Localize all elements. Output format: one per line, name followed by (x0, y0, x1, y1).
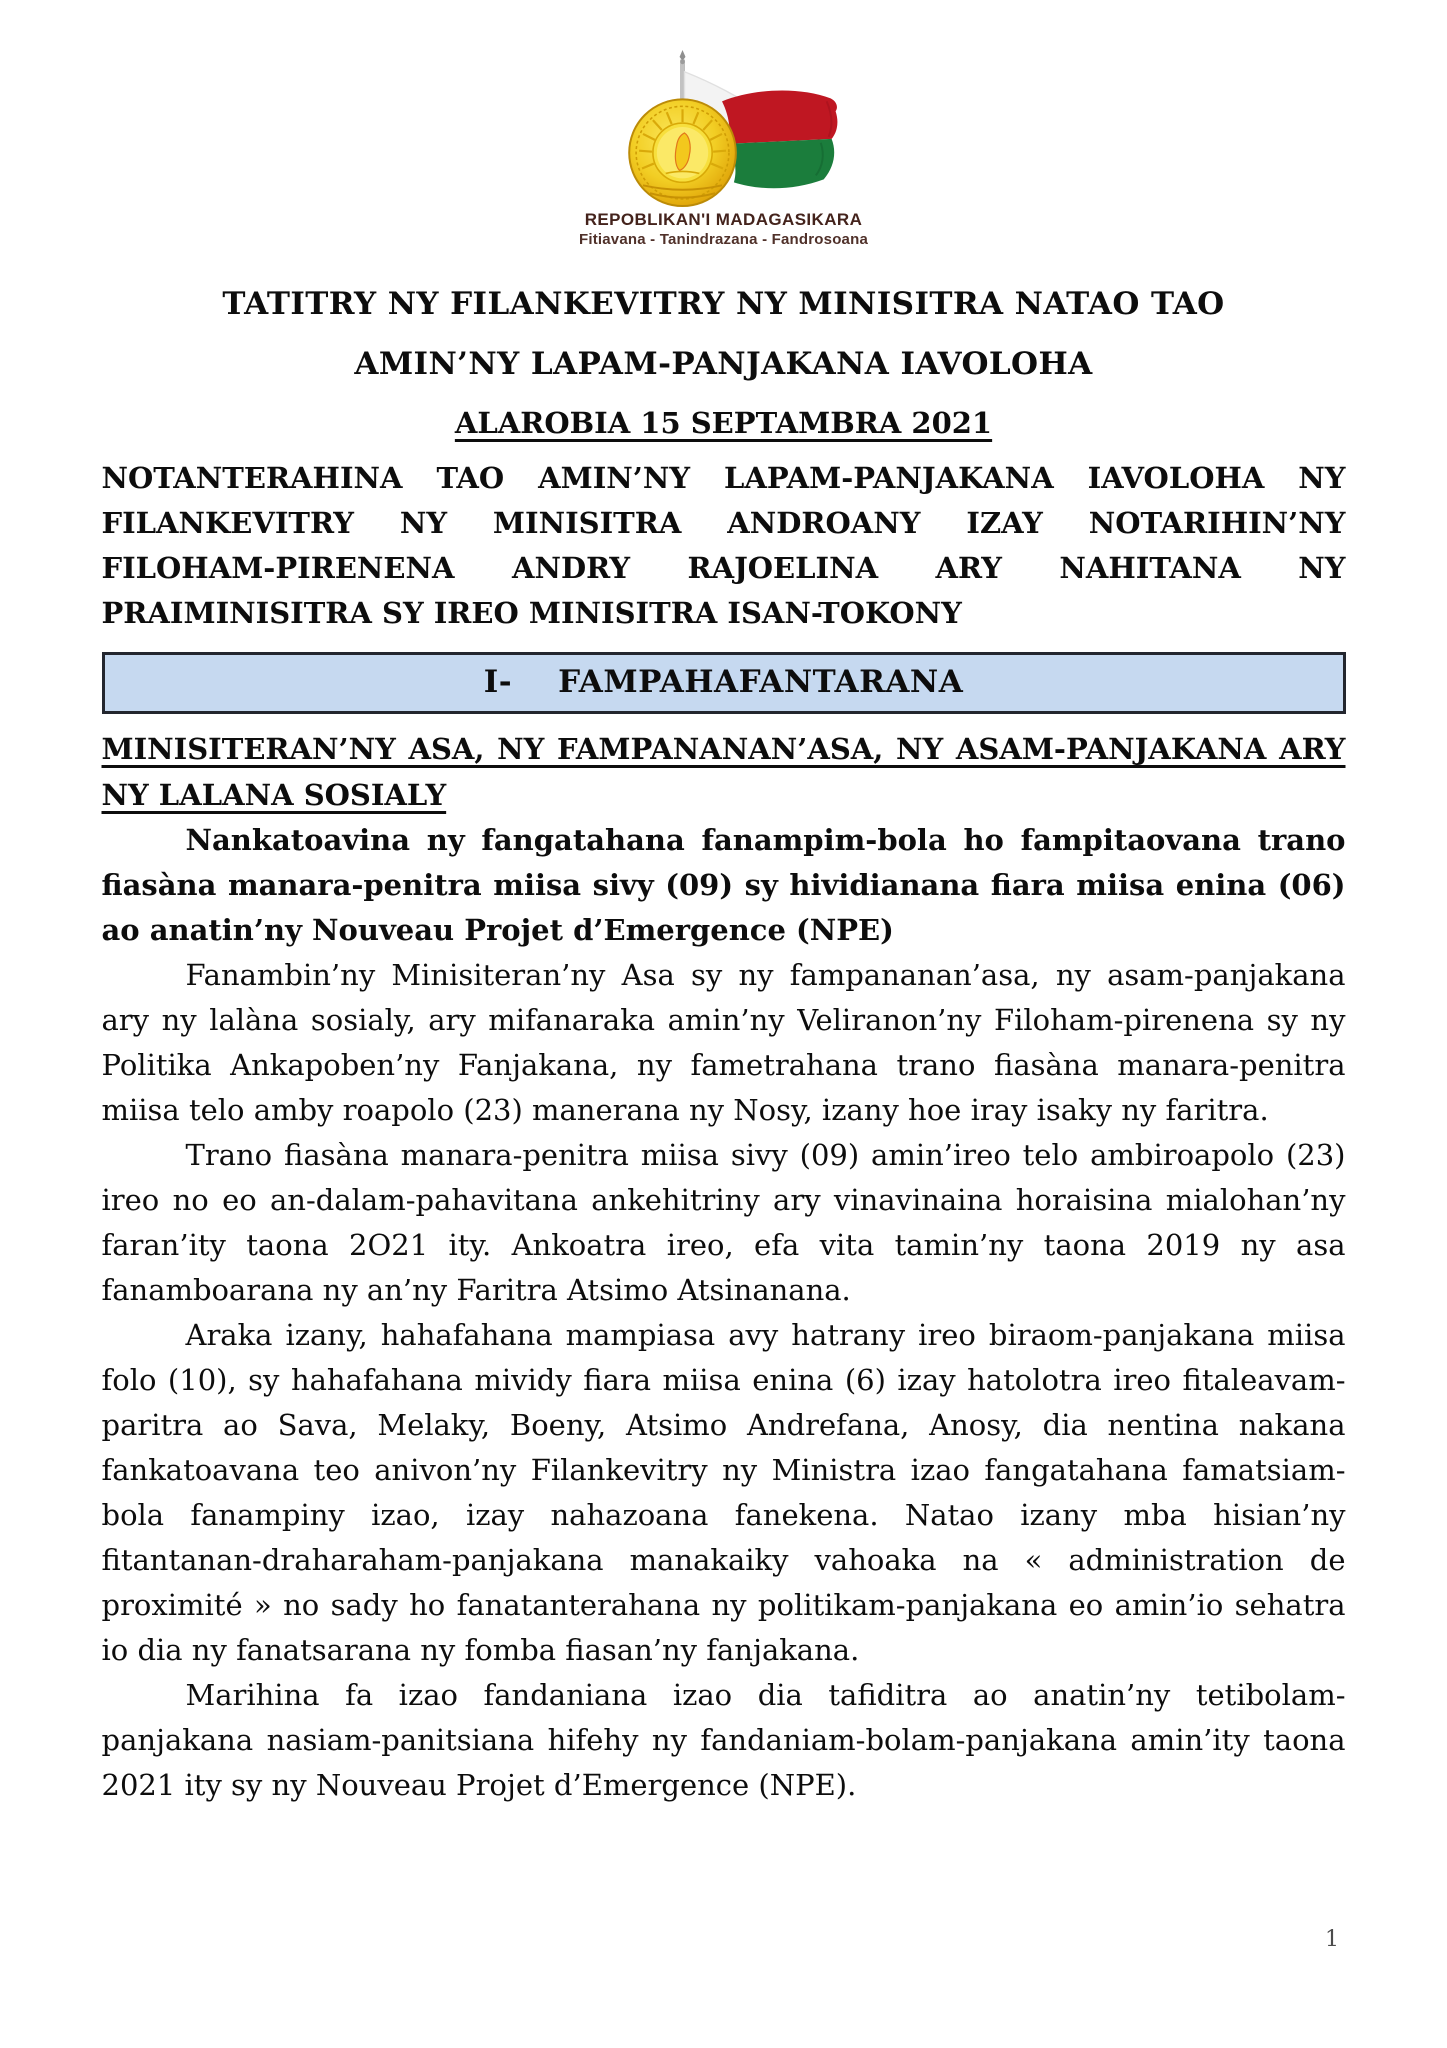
document-title-line2: AMIN’NY LAPAM-PANJAKANA IAVOLOHA (354, 346, 1093, 382)
document-date: ALAROBIA 15 SEPTAMBRA 2021 (454, 406, 993, 440)
body-paragraph-3: Araka izany, hahafahana mampiasa avy hatrany ireo biraom-panjakana miisa folo (10), sy hahafahana mividy fiara miisa enina (6) izay hatolotra ireo fitaleavam-paritra ao Sava, Melaky, Boeny, Atsimo Andrefana, Anosy, dia nentina nakana fankatoavana teo anivon’ny Filankevitry ny Ministra izao fangatahana famatsiam-bola fanampiny izao, izay nahazoana fanekena. Natao izany mba hisian’ny fitantanan-draharaham-panjakana manakaiky vahoaka na « administration de proximité » no sady ho fanatanterahana ny politikam-panjakana eo amin’io sehatra io dia ny fanatsarana ny fomba fiasan’ny fanjakana. (101, 1318, 1346, 1667)
document-title-line1: TATITRY NY FILANKEVITRY NY MINISITRA NATAO TAO (222, 286, 1225, 322)
section-banner (102, 652, 1346, 714)
page-number: 1 (1325, 1927, 1339, 1952)
section-numeral: I- (483, 664, 513, 700)
body-paragraph-2: Trano fiasàna manara-penitra miisa sivy (09) amin’ireo telo ambiroapolo (23) ireo no eo an-dalam-pahavitana ankehitriny ary vinavinaina horaisina mialohan’ny faran’ity taona 2O21 ity. Ankoatra ireo, efa vita tamin’ny taona 2019 ny asa fanamboarana ny an’ny Faritra Atsimo Atsinanana. (101, 1138, 1346, 1307)
section-title: FAMPAHAFANTARANA (558, 664, 964, 700)
document-title (102, 274, 1346, 394)
body-paragraph-4: Marihina fa izao fandaniana izao dia tafiditra ao anatin’ny tetibolam-panjakana nasiam-panitsiana hifehy ny fandaniam-bolam-panjakana amin’ity taona 2021 ity sy ny Nouveau Projet d’Emergence (NPE). (101, 1678, 1346, 1802)
body-paragraph-1: Fanambin’ny Minisiteran’ny Asa sy ny fampananan’asa, ny asam-panjakana ary ny lalàna sosialy, ary mifanaraka amin’ny Veliranon’ny Filoham-pirenena sy ny Politika Ankapoben’ny Fanjakana, ny fametrahana trano fiasàna manara-penitra miisa telo amby roapolo (23) manerana ny Nosy, izany hoe iray isaky ny faritra. (101, 958, 1346, 1127)
lead-paragraph: NOTANTERAHINA TAO AMIN’NY LAPAM-PANJAKANA IAVOLOHA NY FILANKEVITRY NY MINISITRA ANDROANY IZAY NOTARIHIN’NY FILOHAM-PIRENENA ANDRY RAJOELINA ARY NAHITANA NY PRAIMINISITRA SY IREO MINISITRA ISAN-TOKONY (101, 461, 1346, 630)
national-emblem-block (0, 0, 1447, 248)
national-motto: Fitiavana - Tanindrazana - Fandrosoana (578, 231, 869, 248)
madagascar-flag-seal-icon (604, 50, 844, 208)
ministry-heading: MINISITERAN’NY ASA, NY FAMPANANAN’ASA, NY ASAM-PANJAKANA ARY NY LALANA SOSIALY (101, 732, 1346, 812)
republic-name: REPOBLIKAN'I MADAGASIKARA (584, 210, 863, 229)
document-body (102, 274, 1346, 1808)
decision-summary-paragraph: Nankatoavina ny fangatahana fanampim-bola ho fampitaovana trano fiasàna manara-penitra miisa sivy (09) sy hividianana fiara miisa enina (06) ao anatin’ny Nouveau Projet d’Emergence (NPE) (101, 823, 1346, 947)
